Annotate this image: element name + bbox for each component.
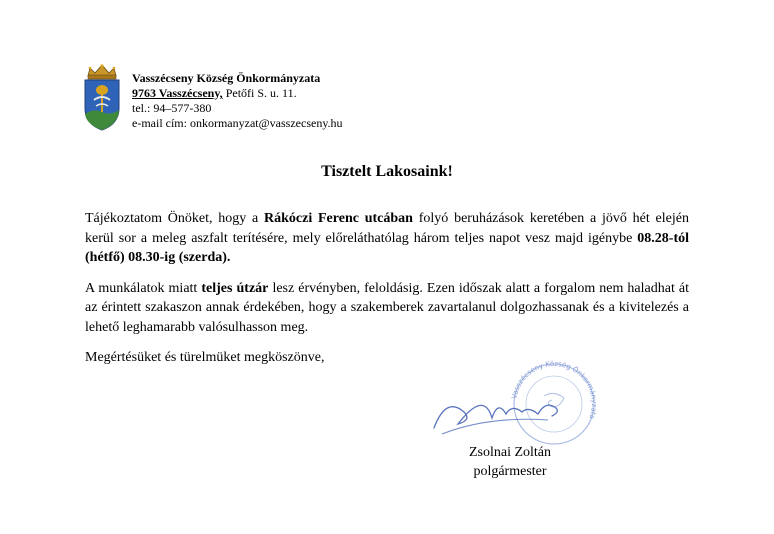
signatory-name: Zsolnai Zoltán	[468, 445, 552, 460]
street-name: Rákóczi Ferenc utcában	[264, 211, 413, 226]
signatory-role: polgármester	[473, 464, 547, 479]
paragraph-1	[85, 209, 689, 268]
date-range: 08.28-tól (hétfő) 08.30-ig (szerda).	[85, 230, 689, 265]
svg-text:Vasszécseny Község Önkormányza: Vasszécseny Község Önkormányzata	[510, 360, 598, 421]
signatory	[430, 443, 590, 481]
signature-and-stamp	[428, 360, 598, 450]
address-street: Petőfi S. u. 11.	[222, 86, 297, 100]
road-closure: teljes útzár	[201, 280, 269, 296]
paragraph-1-text-b: folyó beruházások keretében a jövő hét elején kerül sor a meleg aszfalt terítésére, mely előreláthatólag három teljes napot vesz majd igénybe	[85, 211, 689, 246]
email-line: e-mail cím: onkormanyzat@vasszecseny.hu	[132, 116, 343, 130]
org-name: Vasszécseny Község Önkormányzata	[132, 71, 321, 85]
address-city: 9763 Vasszécseny,	[132, 86, 223, 100]
letter-title: Tisztelt Lakosaink!	[321, 163, 453, 180]
paragraph-2	[85, 279, 689, 338]
letter-body	[85, 209, 689, 379]
paragraph-1-text-a: Tájékoztatom Önöket, hogy a	[85, 211, 265, 226]
coat-of-arms-icon	[82, 62, 122, 132]
phone-line: tel.: 94–577-380	[132, 101, 212, 115]
letterhead	[132, 71, 343, 131]
paragraph-2-text-b: lesz érvényben, feloldásig. Ezen időszak alatt a forgalom nem haladhat át az érintett szakaszon annak érdekében, hogy a szakemberek zavartalanul dolgozhassanak és a kivitelezés a lehető leghamarabb valósulhasson meg.	[85, 280, 690, 335]
paragraph-3: Megértésüket és türelmüket megköszönve,	[85, 350, 325, 365]
paragraph-2-text-a: A munkálatok miatt	[85, 280, 202, 296]
address-line	[132, 86, 343, 101]
